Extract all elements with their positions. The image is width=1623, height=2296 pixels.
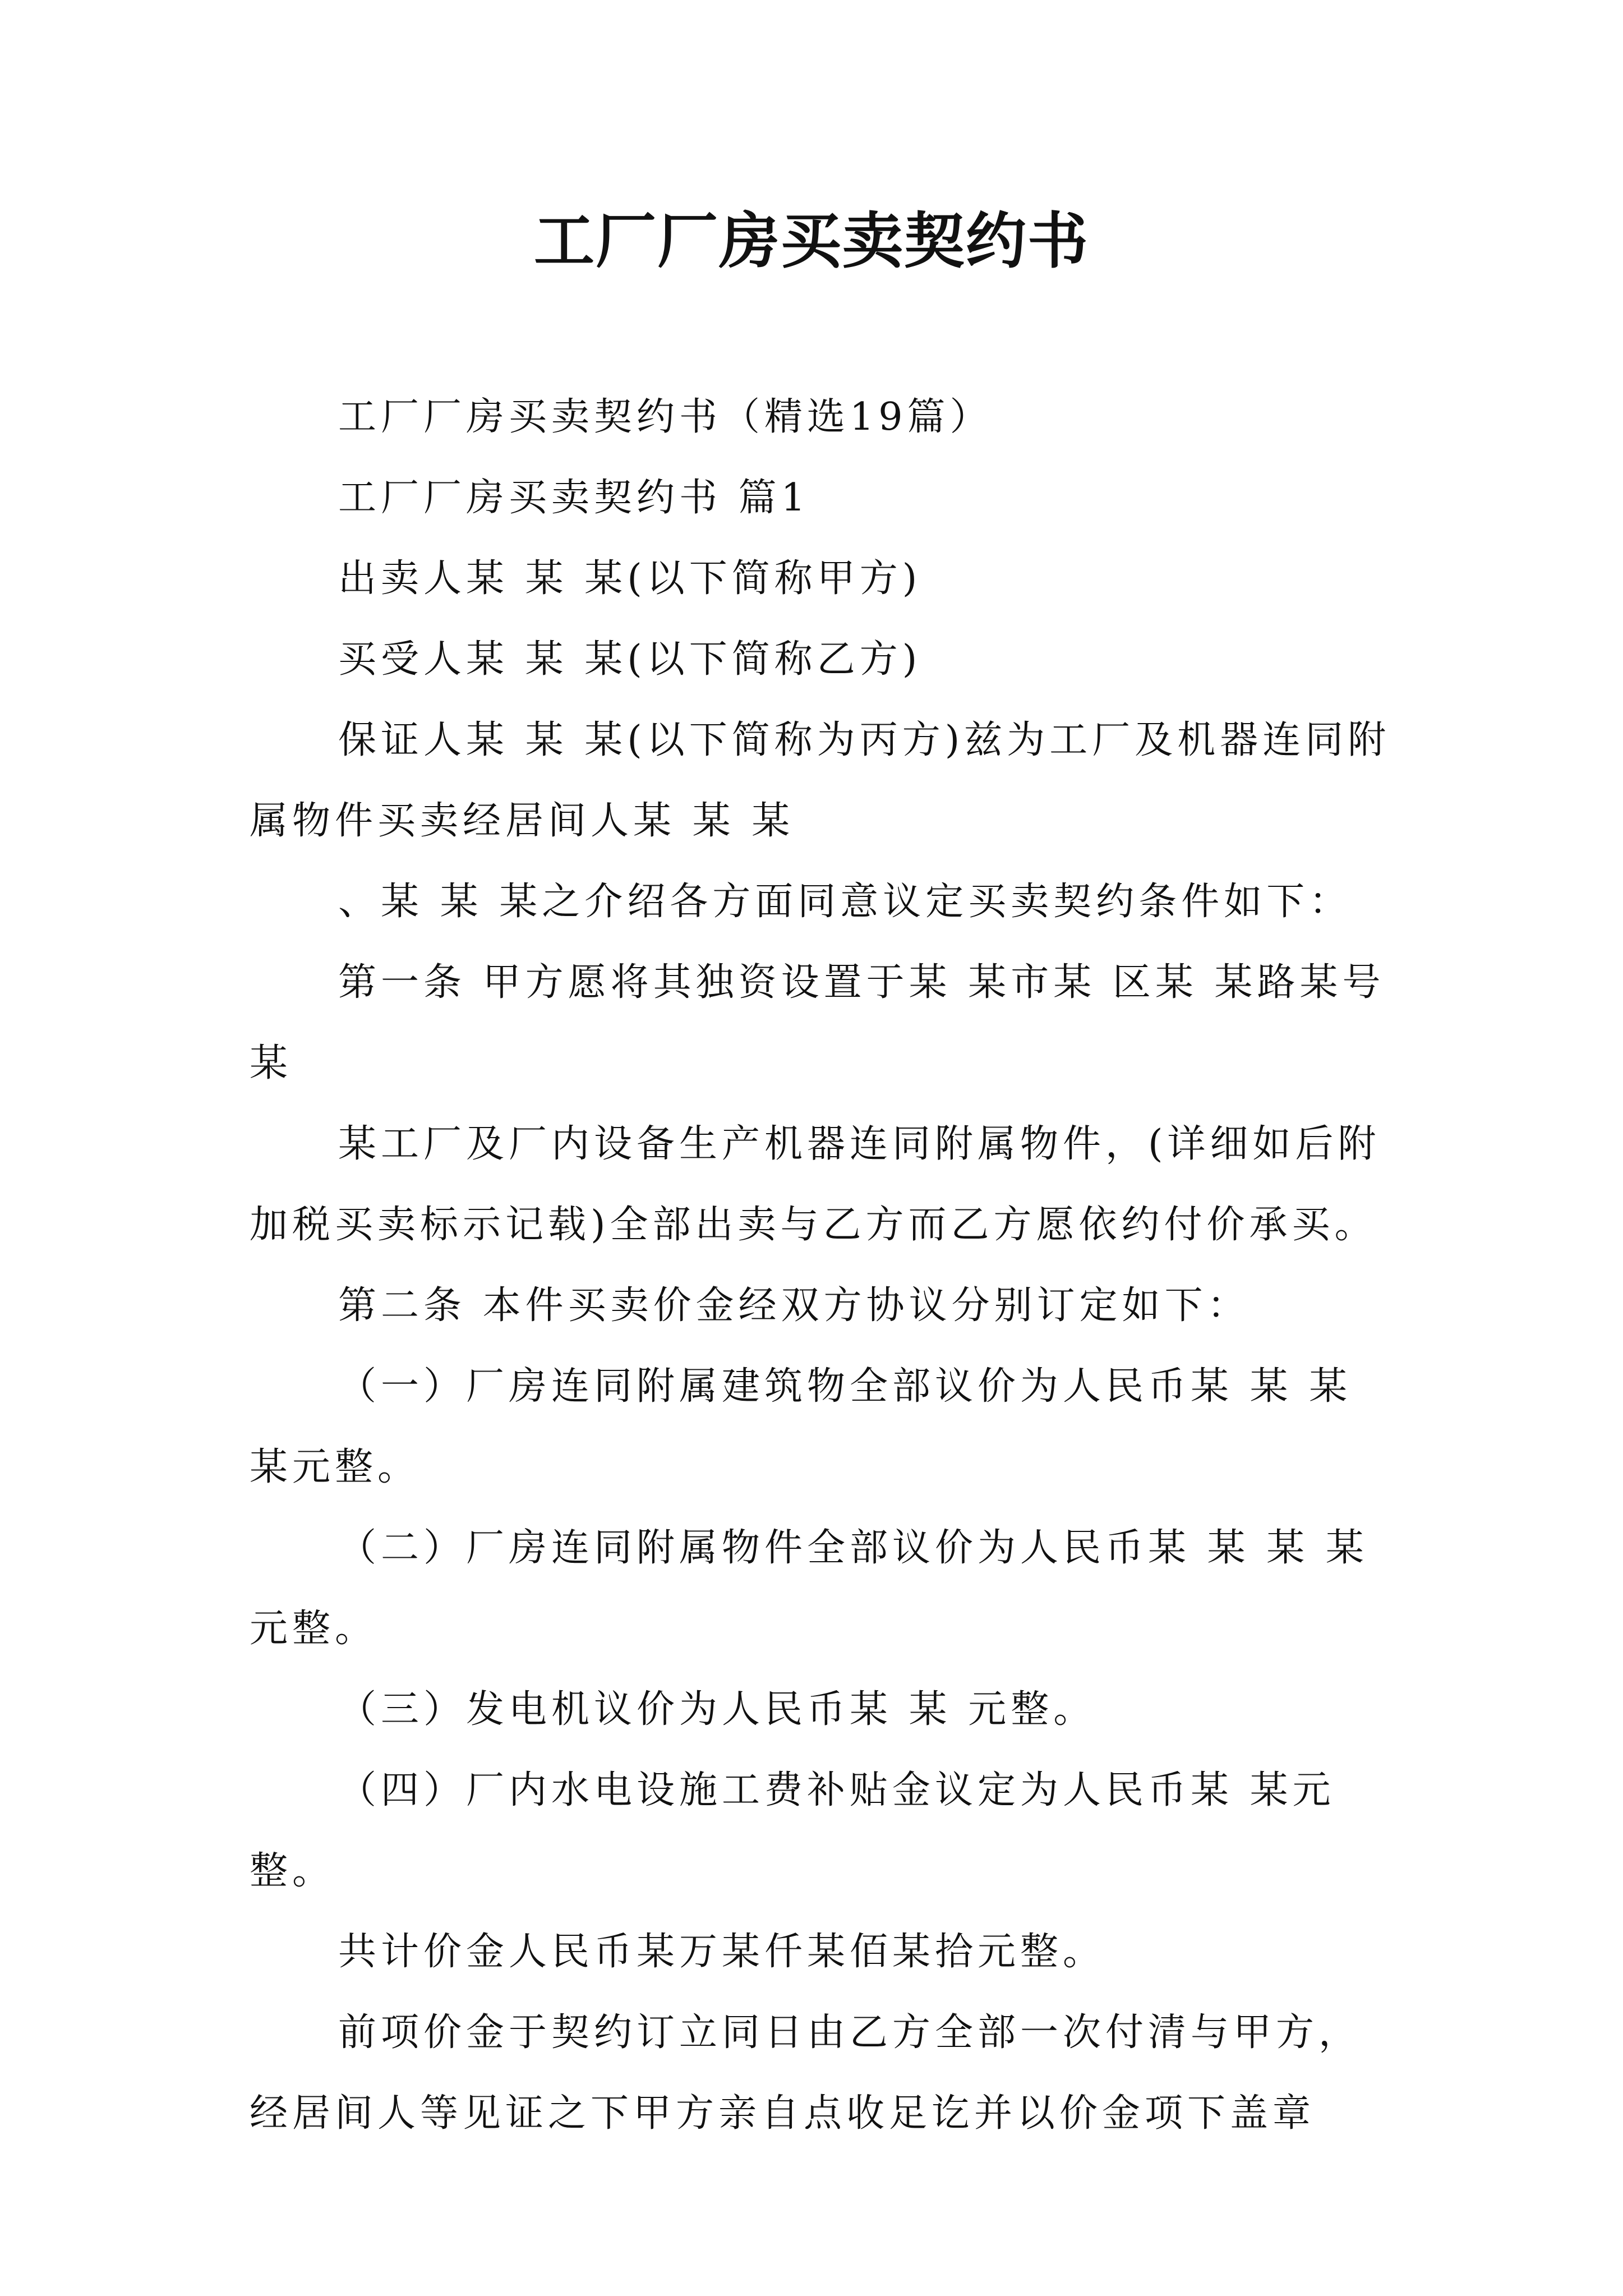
paragraph: 第一条 甲方愿将其独资设置于某 某市某 区某 某路某号某 [250,960,1385,1085]
paragraph: 某工厂及厂内设备生产机器连同附属物件，(详细如后附加税买卖标示记载)全部出卖与乙方而乙方愿依约付价承买。 [250,1122,1381,1247]
paragraph: 、某 某 某之介绍各方面同意议定买卖契约条件如下： [338,880,1352,924]
paragraph: 保证人某 某 某(以下简称为丙方)兹为工厂及机器连同附属物件买卖经居间人某 某 某 [250,718,1391,843]
paragraph: （三）发电机议价为人民币某 某 元整。 [338,1687,1096,1732]
paragraph: 共计价金人民币某万某仟某佰某拾元整。 [338,1930,1106,1974]
paragraph: 前项价金于契约订立同日由乙方全部一次付清与甲方，经居间人等见证之下甲方亲自点收足讫并以价金项下盖章 [250,2010,1362,2136]
paragraph: 买受人某 某 某(以下简称乙方) [338,637,922,682]
document-body [250,377,1394,2154]
document-title: 工厂厂房买卖契约书 [533,206,1089,277]
paragraph: 工厂厂房买卖契约书 篇1 [338,476,810,520]
paragraph: 工厂厂房买卖契约书（精选19篇） [338,395,993,439]
paragraph: （二）厂房连同附属物件全部议价为人民币某 某 某 某元整。 [250,1526,1368,1651]
paragraph: （四）厂内水电设施工费补贴金议定为人民币某 某元整。 [250,1768,1335,1893]
paragraph: 第二条 本件买卖价金经双方协议分别订定如下： [338,1283,1250,1328]
paragraph: 出卖人某 某 某(以下简称甲方) [338,556,922,601]
paragraph: （一）厂房连同附属建筑物全部议价为人民币某 某 某某元整。 [250,1364,1352,1489]
